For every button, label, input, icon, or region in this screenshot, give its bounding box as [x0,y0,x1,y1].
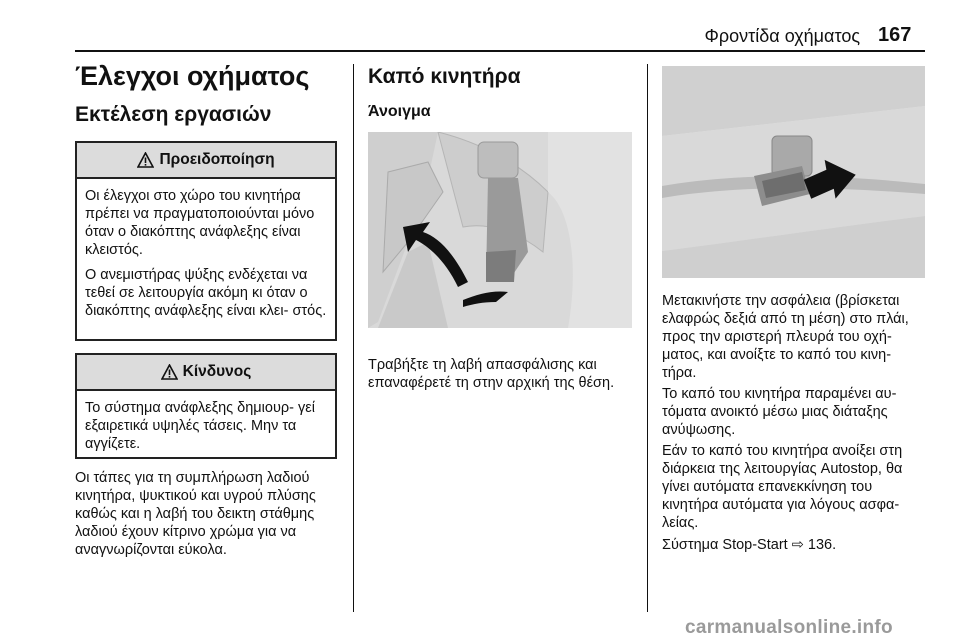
danger-box-body [77,391,335,466]
figure-caption: Τραβήξτε τη λαβή απασφάλισης και επαναφέρετέ τη στην αρχική της θέση. [368,357,615,391]
body-paragraph: Οι τάπες για τη συμπλήρωση λαδιού κινητήρα, ψυκτικού και υγρού πλύσης καθώς και η λαβή του δεικτη στάθμης λαδιού έχουν κίτρινο χρώμα για να αναγνωρίζονται εύκολα. [75,470,316,558]
xref-page[interactable]: 136. [807,537,837,553]
danger-heading: Κίνδυνος [182,363,252,380]
section-subtitle: Εκτέλεση εργασιών [75,103,272,126]
section-title: Έλεγχοι οχήματος [75,61,310,91]
xref-text: Σύστημα Stop-Start [662,537,788,553]
column-divider-2 [647,64,648,612]
warning-box-body [77,179,335,333]
warning-heading: Προειδοποίηση [159,151,275,168]
right-paragraph-1: Μετακινήστε την ασφάλεια (βρίσκεται ελαφρώς δεξιά από τη μέση) στο πλάι, προς την αριστερή πλευρά του οχή‐ ματος, και ανοίξτε το καπό του κινη‐ τήρα. [662,293,909,381]
right-paragraph-3: Εάν το καπό του κινητήρα ανοίξει στη διάρκεια της λειτουργίας Autostop, θα γίνει αυτόματα επανεκκίνηση του κινητήρα αυτόματα για λόγους ασφα‐ λείας. [662,443,903,531]
cross-reference [662,536,926,554]
running-header: Φροντίδα οχήματος [704,26,860,46]
column-divider-1 [353,64,354,612]
header-rule [75,50,925,52]
warning-box [75,141,337,341]
warning-triangle-icon [161,364,178,380]
hood-release-lever-figure [368,132,632,328]
warning-paragraph-1: Οι έλεγχοι στο χώρο του κινητήρα πρέπει να πραγματοποιούνται μόνο όταν ο διακόπτης ανάφλεξης είναι κλειστός. [85,188,315,258]
danger-box-header [77,355,335,391]
warning-box-header [77,143,335,179]
opening-subtitle: Άνοιγμα [368,103,431,120]
right-paragraph-2: Το καπό του κινητήρα παραμένει αυ‐ τόματα ανοικτό μέσω μιας διάταξης ανύψωσης. [662,386,897,438]
warning-paragraph-2: Ο ανεμιστήρας ψύξης ενδέχεται να τεθεί σε λειτουργία ακόμη κι όταν ο διακόπτης ανάφλεξης είναι κλει‐ στός. [85,267,327,319]
warning-triangle-icon [137,152,154,168]
hood-safety-catch-figure [662,66,925,278]
xref-arrow-icon: ⇨ [791,537,804,553]
page-number: 167 [878,24,912,46]
hood-title: Καπό κινητήρα [368,65,521,88]
danger-box [75,353,337,459]
danger-paragraph-1: Το σύστημα ανάφλεξης δημιουρ‐ γεί εξαιρετικά υψηλές τάσεις. Μην τα αγγίζετε. [85,400,315,452]
watermark: carmanualsonline.info [685,617,893,638]
